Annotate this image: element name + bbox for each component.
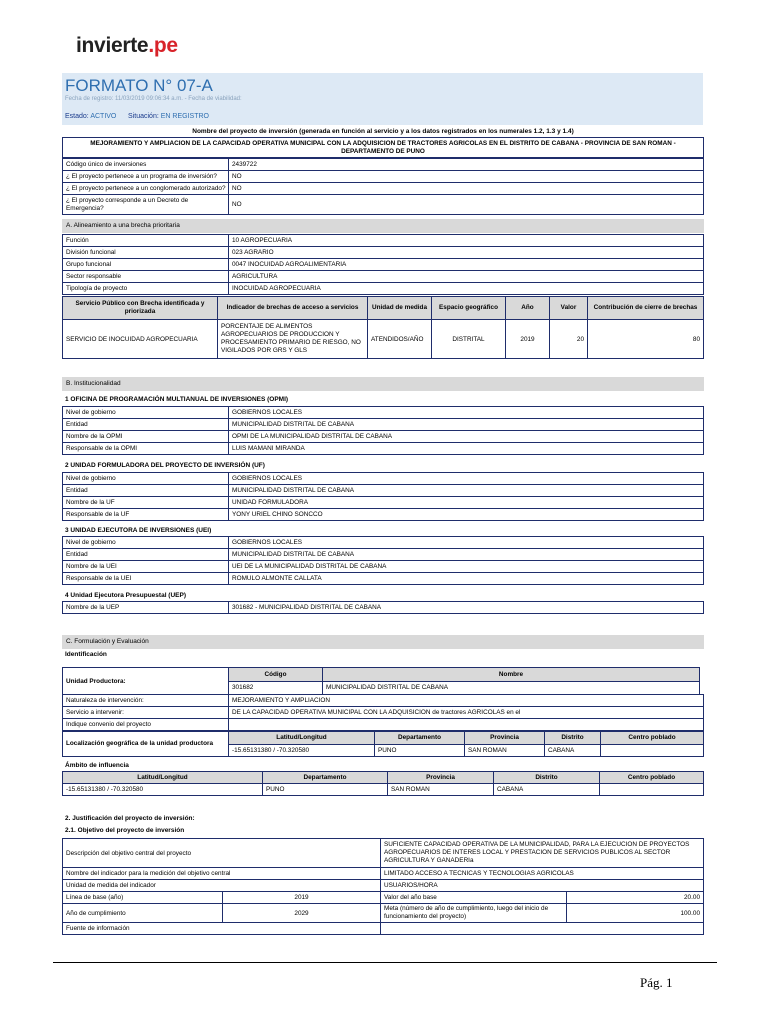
col-header: Distrito xyxy=(545,732,601,745)
row-label: Nombre de la UEI xyxy=(63,561,229,573)
col-header: Espacio geográfico xyxy=(432,297,506,320)
table-row xyxy=(63,283,704,295)
row-value: 20.00 xyxy=(567,892,704,904)
row-value: 301682 - MUNICIPALIDAD DISTRITAL DE CABANA xyxy=(229,602,704,614)
row-label: División funcional xyxy=(63,247,229,259)
table-row xyxy=(63,259,704,271)
table-row xyxy=(63,537,704,549)
row-value: USUARIOS/HORA xyxy=(381,880,704,892)
brecha-table xyxy=(62,296,704,359)
cell: 80 xyxy=(588,320,704,359)
table-row xyxy=(63,549,704,561)
row-label: Código único de inversiones xyxy=(63,159,229,171)
row-value: DE LA CAPACIDAD OPERATIVA MUNICIPAL CON LA ADQUISICION de tractores AGRICOLAS en el xyxy=(229,707,704,719)
cell: PUNO xyxy=(375,744,465,757)
row-label: Línea de base (año) xyxy=(63,892,223,904)
row-label: Nombre de la UEP xyxy=(63,602,229,614)
section-a-table xyxy=(62,234,704,295)
section-c-title: C. Formulación y Evaluación xyxy=(62,635,704,649)
row-label: ¿ El proyecto corresponde a un Decreto de Emergencia? xyxy=(63,195,229,215)
table-row xyxy=(63,247,704,259)
row-value: UEI DE LA MUNICIPALIDAD DISTRITAL DE CABANA xyxy=(229,561,704,573)
table-header-row xyxy=(63,772,704,784)
col-header: Provincia xyxy=(388,772,494,784)
row-value: YONY URIEL CHINO SONCCO xyxy=(229,509,704,521)
footer-rule xyxy=(53,962,717,963)
row-value: 100.00 xyxy=(567,904,704,923)
col-header: Centro poblado xyxy=(601,732,704,745)
row-label: Nivel de gobierno xyxy=(63,537,229,549)
intervention-table xyxy=(62,694,704,731)
table-header-row xyxy=(63,732,704,745)
col-header: Código xyxy=(229,668,323,682)
situacion-value: EN REGISTRO xyxy=(160,113,209,120)
table-row xyxy=(63,695,704,707)
col-header: Valor xyxy=(550,297,588,320)
col-header: Departamento xyxy=(263,772,388,784)
cell xyxy=(600,784,704,796)
project-name-table xyxy=(62,137,704,158)
row-label: Descripción del objetivo central del proyecto xyxy=(63,839,381,868)
cell xyxy=(601,744,704,757)
opmi-title: 1 OFICINA DE PROGRAMACIÓN MULTIANUAL DE INVERSIONES (OPMI) xyxy=(65,396,289,403)
estado-value: ACTIVO xyxy=(90,113,117,120)
project-name-caption: Nombre del proyecto de inversión (generada en función al servicio y a los datos registrados en los numerales 1.2, 1.3 y 1.4) xyxy=(192,128,574,135)
loc-label: Localización geográfica de la unidad productora xyxy=(63,732,229,757)
row-label: ¿ El proyecto pertenece a un programa de inversión? xyxy=(63,171,229,183)
table-row xyxy=(63,573,704,585)
row-value: 023 AGRARIO xyxy=(229,247,704,259)
table-row xyxy=(63,431,704,443)
col-header: Unidad de medida xyxy=(368,297,432,320)
col-header: Departamento xyxy=(375,732,465,745)
row-value: GOBIERNOS LOCALES xyxy=(229,473,704,485)
ambito-table xyxy=(62,771,704,796)
table-row xyxy=(63,880,704,892)
row-label: Responsable de la UEI xyxy=(63,573,229,585)
ambito-title: Ámbito de influencia xyxy=(65,762,129,769)
row-label: Naturaleza de intervención: xyxy=(63,695,229,707)
cell: DISTRITAL xyxy=(432,320,506,359)
cell: PUNO xyxy=(263,784,388,796)
project-name-value: MEJORAMIENTO Y AMPLIACION DE LA CAPACIDAD OPERATIVA MUNICIPAL CON LA ADQUISICION DE TRACTORES AGRICOLAS EN EL DISTRITO DE CABANA - PROVINCIA DE SAN ROMAN - DEPARTAMENTO DE PUNO xyxy=(63,138,704,158)
row-value: NO xyxy=(229,195,704,215)
opmi-table xyxy=(62,406,704,455)
uei-title: 3 UNIDAD EJECUTORA DE INVERSIONES (UEI) xyxy=(65,527,212,534)
row-label: Entidad xyxy=(63,549,229,561)
table-row xyxy=(63,839,704,868)
table-row xyxy=(63,320,704,359)
row-label: Meta (número de año de cumplimiento, luego del inicio de funcionamiento del proyecto) xyxy=(381,904,567,923)
row-value: INOCUIDAD AGROPECUARIA xyxy=(229,283,704,295)
project-info-table xyxy=(62,158,704,215)
table-row xyxy=(63,235,704,247)
cell: -15.65131380 / -70.320580 xyxy=(229,744,375,757)
table-row xyxy=(63,183,704,195)
table-row xyxy=(63,668,705,682)
table-row xyxy=(63,784,704,796)
row-value: ROMULO ALMONTE CALLATA xyxy=(229,573,704,585)
row-label: ¿ El proyecto pertenece a un conglomerado autorizado? xyxy=(63,183,229,195)
row-label: Función xyxy=(63,235,229,247)
row-label: Nombre del indicador para la medición del objetivo central xyxy=(63,868,381,880)
justificacion-title: 2. Justificación del proyecto de inversión: xyxy=(65,815,195,822)
row-value: LUIS MAMANI MIRANDA xyxy=(229,443,704,455)
table-row xyxy=(63,443,704,455)
col-header: Año xyxy=(506,297,550,320)
table-row xyxy=(63,602,704,614)
row-value: 2019 xyxy=(223,892,381,904)
row-label: Nivel de gobierno xyxy=(63,473,229,485)
invierte-logo xyxy=(76,34,178,58)
cell: 2019 xyxy=(506,320,550,359)
row-label: Tipología de proyecto xyxy=(63,283,229,295)
table-row xyxy=(63,271,704,283)
table-row xyxy=(63,509,704,521)
page-number: Pág. 1 xyxy=(640,975,673,990)
row-value: GOBIERNOS LOCALES xyxy=(229,537,704,549)
row-value: MEJORAMIENTO Y AMPLIACION xyxy=(229,695,704,707)
uep-title: 4 Unidad Ejecutora Presupuestal (UEP) xyxy=(65,592,187,599)
logo-suffix: .pe xyxy=(148,34,178,57)
row-value: GOBIERNOS LOCALES xyxy=(229,407,704,419)
row-label: Nombre de la OPMI xyxy=(63,431,229,443)
table-row xyxy=(63,892,704,904)
table-row xyxy=(63,195,704,215)
cell: PORCENTAJE DE ALIMENTOS AGROPECUARIOS DE PRODUCCION Y PROCESAMIENTO PRIMARIO DE RIESGO, NO VIGILADOS POR GRS Y GLS xyxy=(218,320,368,359)
table-row xyxy=(63,171,704,183)
col-header: Latitud/Longitud xyxy=(63,772,263,784)
row-label: Sector responsable xyxy=(63,271,229,283)
row-label: Entidad xyxy=(63,419,229,431)
up-name: MUNICIPALIDAD DISTRITAL DE CABANA xyxy=(323,681,700,695)
col-header: Centro poblado xyxy=(600,772,704,784)
cell: SAN ROMAN xyxy=(465,744,545,757)
row-value: MUNICIPALIDAD DISTRITAL DE CABANA xyxy=(229,419,704,431)
row-value: LIMITADO ACCESO A TECNICAS Y TECNOLOGIAS AGRICOLAS xyxy=(381,868,704,880)
table-row xyxy=(63,419,704,431)
uf-title: 2 UNIDAD FORMULADORA DEL PROYECTO DE INVERSIÓN (UF) xyxy=(65,462,265,469)
row-value xyxy=(381,923,704,935)
row-value: NO xyxy=(229,183,704,195)
row-label: Entidad xyxy=(63,485,229,497)
situacion-label: Situación: xyxy=(128,113,159,120)
section-a-title: A. Alineamiento a una brecha prioritaria xyxy=(62,219,704,233)
cell: ATENDIDOS/AÑO xyxy=(368,320,432,359)
row-label: Indique convenio del proyecto xyxy=(63,719,229,731)
row-value xyxy=(229,719,704,731)
objetivo-table xyxy=(62,838,704,935)
format-status xyxy=(65,113,209,120)
cell: CABANA xyxy=(545,744,601,757)
table-row xyxy=(63,707,704,719)
row-value: 2439722 xyxy=(229,159,704,171)
localizacion-table xyxy=(62,731,704,757)
up-code: 301682 xyxy=(229,681,323,695)
logo-text: invierte xyxy=(76,34,149,57)
table-row xyxy=(63,719,704,731)
col-header: Distrito xyxy=(494,772,600,784)
table-header-row xyxy=(63,297,704,320)
row-value: SUFICIENTE CAPACIDAD OPERATIVA DE LA MUNICIPALIDAD, PARA LA EJECUCION DE PROYECTOS AGROPECUARIOS DE INTERES LOCAL Y PRESTACION DE SERVICIOS PUBLICOS AL SECTOR AGRICULTURA Y GANADERIa xyxy=(381,839,704,868)
cell: 20 xyxy=(550,320,588,359)
cell: SAN ROMAN xyxy=(388,784,494,796)
uep-table xyxy=(62,601,704,614)
row-label: Nivel de gobierno xyxy=(63,407,229,419)
row-label: Nombre de la UF xyxy=(63,497,229,509)
row-value: AGRICULTURA xyxy=(229,271,704,283)
identificacion-title: Identificación xyxy=(65,651,107,658)
row-label: Responsable de la OPMI xyxy=(63,443,229,455)
objetivo-subtitle: 2.1. Objetivo del proyecto de inversión xyxy=(65,827,185,834)
col-header: Provincia xyxy=(465,732,545,745)
cell: -15.65131380 / -70.320580 xyxy=(63,784,263,796)
row-value: 2029 xyxy=(223,904,381,923)
row-value: MUNICIPALIDAD DISTRITAL DE CABANA xyxy=(229,485,704,497)
row-label: Servicio a intervenir: xyxy=(63,707,229,719)
uei-table xyxy=(62,536,704,585)
table-row xyxy=(63,561,704,573)
row-value: NO xyxy=(229,171,704,183)
col-header: Contribución de cierre de brechas xyxy=(588,297,704,320)
table-row xyxy=(63,407,704,419)
col-header: Indicador de brechas de acceso a servicios xyxy=(218,297,368,320)
table-row xyxy=(63,868,704,880)
row-label: Fuente de información xyxy=(63,923,381,935)
row-value: 10 AGROPECUARIA xyxy=(229,235,704,247)
table-row xyxy=(63,159,704,171)
format-title: FORMATO N° 07-A xyxy=(65,76,213,95)
row-value: OPMI DE LA MUNICIPALIDAD DISTRITAL DE CABANA xyxy=(229,431,704,443)
col-header: Nombre xyxy=(323,668,700,682)
cell: CABANA xyxy=(494,784,600,796)
col-header: Latitud/Longitud xyxy=(229,732,375,745)
row-value: 0047 INOCUIDAD AGROALIMENTARIA xyxy=(229,259,704,271)
table-row xyxy=(63,473,704,485)
estado-label: Estado: xyxy=(65,113,89,120)
format-dates: Fecha de registro: 11/03/2019 09:06:34 a.m. - Fecha de viabilidad: xyxy=(65,96,242,102)
table-row xyxy=(63,485,704,497)
row-label: Responsable de la UF xyxy=(63,509,229,521)
up-label: Unidad Productora: xyxy=(63,668,229,695)
row-label: Año de cumplimiento xyxy=(63,904,223,923)
unidad-productora-table xyxy=(62,667,704,695)
table-row xyxy=(63,904,704,923)
cell: SERVICIO DE INOCUIDAD AGROPECUARIA xyxy=(63,320,218,359)
row-value: UNIDAD FORMULADORA xyxy=(229,497,704,509)
row-label: Unidad de medida del indicador xyxy=(63,880,381,892)
row-label: Grupo funcional xyxy=(63,259,229,271)
row-value: MUNICIPALIDAD DISTRITAL DE CABANA xyxy=(229,549,704,561)
uf-table xyxy=(62,472,704,521)
section-b-title: B. Institucionalidad xyxy=(62,377,704,391)
row-label: Valor del año base xyxy=(381,892,567,904)
col-header: Servicio Público con Brecha identificada y priorizada xyxy=(63,297,218,320)
table-row xyxy=(63,497,704,509)
table-row xyxy=(63,923,704,935)
